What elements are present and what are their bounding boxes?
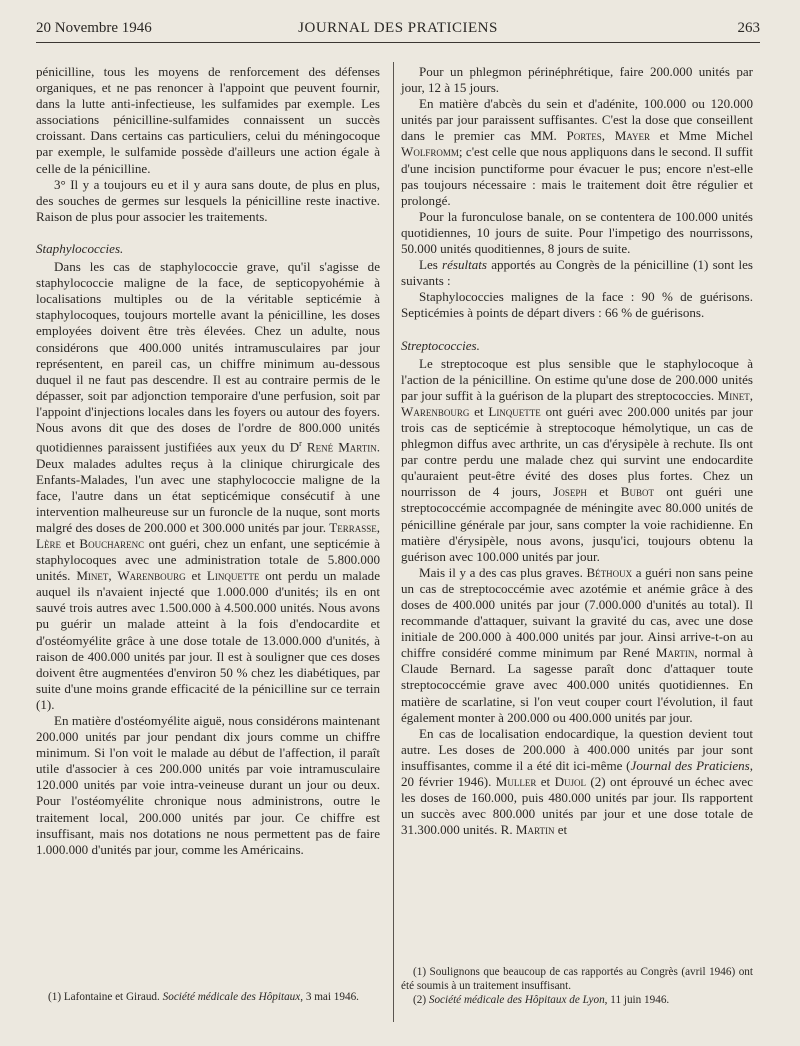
right-paragraph-3: Pour la furonculose banale, on se contentera de 100.000 unités quotidiennes, 10 jours de suite. Pour l'impetigo des nourrissons, 50.000 unités quoditiennes, 8 jours de suite. [401,208,753,257]
footnote-1-right: (1) Soulignons que beaucoup de cas rapportés au Congrès (avril 1946) ont été soumis à un traitement insuffisant. [401,966,753,992]
right-paragraph-5: Staphylococcies malignes de la face : 90 % de guérisons. Septicémies à points de départ divers : 66 % de guérisons. [401,289,753,321]
heading-streptococcies: Streptococcies. [401,337,480,353]
author-name: Minet, Warenbourg [76,568,186,584]
left-paragraph-1: pénicilline, tous les moyens de renforcement des défenses organiques, et ne pas renoncer à l'appoint que peuvent fournir, dans la lutte anti-infectieuse, les sulfamides par exemple. Les associations pénicilline-sulfamides connaissent un succès croissant. Dans certains cas particuliers, celui du méningocoque par exemple, le sulfamide possède d'ailleurs une action égale à celle de la pénicilline. [36,64,380,176]
footnote-1-left: (1) Lafontaine et Giraud. Société médicale des Hôpitaux, 3 mai 1946. [48,991,359,1003]
heading-staphylococcies: Staphylococcies. [36,240,124,256]
left-footnotes [36,990,380,1004]
right-column [401,64,753,838]
author-name: Muller [495,774,537,790]
author-name: Linquette [488,403,541,419]
right-paragraph-2: En matière d'abcès du sein et d'adénite, 100.000 ou 120.000 unités par jour paraissent suffisantes. C'est la dose que conseillent dans le premier cas MM. Portes, Mayer et Mme Michel Wolfromm; c'est celle que nous appliquons dans le second. Il suffit d'une incision punctiforme pour évacuer le pus; encore n'est-elle pas toujours nécessaire : mais le traitement doit être régulier et prolongé. [401,96,753,208]
author-name: Minet, Warenbourg [401,387,753,419]
author-name: Dujol [554,774,587,790]
author-name: Bubot [620,484,654,500]
author-name: Martin [515,822,555,838]
author-name: Wolfromm [401,144,459,160]
author-name: Linquette [206,568,260,584]
running-header [36,16,760,43]
footnote-2-right: (2) Société médicale des Hôpitaux de Lyon, 11 juin 1946. [413,994,670,1006]
author-name: René Martin [306,439,377,455]
author-name: Joseph [553,484,587,500]
column-divider [393,62,394,1022]
left-paragraph-3: Dans les cas de staphylococcie grave, qu'il s'agisse de staphylococcie maligne de la face, de septicopyohémie à localisations multiples ou de la véritable septicémie à staphylocoques, toujours mortelle avant la pénicilline, les doses employées doivent être très élevées. Chez un adulte, nous considérons que 400.000 unités intramusculaires par jour représentent, en pareil cas, un chiffre minimum au-dessous duquel il ne faut pas descendre. Il est au contraire permis de le dépasser, soit par adjonction temporaire d'une perfusion, soit par l'appoint d'injections locales dans les foyers ou autour des foyers. Nous avons dit que des doses de l'ordre de 800.000 unités quotidiennes paraissent justifiées aux yeux du $D^r$ René Martin. Deux malades adultes reçus à la clinique chirurgicale des Enfants-Malades, l'un avec une staphylococcie maligne de la face, l'autre dans un état septicémique consécutif à une intervention malheureuse sur un furoncle de la nuque, sont morts malgré des doses de 200.000 et 300.000 unités par jour. Terrasse, Lère et Boucharenc ont guéri, chez un enfant, une septicémie à staphylocoques avec une administration totale de 5.800.000 unités. Minet, Warenbourg et Linquette ont perdu un malade auquel ils n'avaient injecté que 1.000.000 d'unités; ils en ont sauvé trois autres avec 1.500.000 à 4.500.000 unités. Nous avons pu guérir un malade atteint à la fois d'endocardite et d'ostéomyélite grâce à une dose totale de 13.000.000 d'unités, à raison de 400.000 unités par jour. Il est à souligner que ces doses doivent être augmentées d'environ 50 % chez les diabétiques, par suite d'une moins grande efficacité de la pénicilline sur ce terrain (1). [36,259,381,712]
author-name: Martin [655,645,695,661]
author-name: Béthoux [586,564,633,580]
right-paragraph-1: Pour un phlegmon périnéphrétique, faire 200.000 unités par jour, 12 à 15 jours. [401,64,753,96]
left-column [36,64,380,858]
right-paragraph-6: Le streptocoque est plus sensible que le staphylocoque à l'action de la pénicilline. On estime qu'une dose de 200.000 unités par jour suffit à la guérison de la plupart des streptococcies. Minet, Warenbourg et Linquette ont guéri avec 200.000 unités par jour trois cas de septicémie à streptocoque hémolytique, un cas de phlegmon diffus avec arthrite, un cas d'érysipèle à rechute. Ils ont par contre perdu une malade chez qui survint une endocardite qu'auraient peut-être évité des doses plus fortes. Chez un nourrisson de 4 jours, Joseph et Bubot ont guéri une streptococcémie accompagnée de méningite avec 80.000 unités de pénicilline générale par jour, sans compter la voie rachidienne. En matière d'érysipèle, nous avons, jusqu'ici, toujours obtenu la guérison avec 100.000 unités par jour. [401,355,753,564]
right-footnotes [401,965,753,1007]
author-name: Portes, Mayer [566,128,650,144]
left-paragraph-4: En matière d'ostéomyélite aiguë, nous considérons maintenant 200.000 unités par jour pendant dix jours comme un chiffre minimum. Si l'on voit le malade au début de l'affection, il paraît utile d'associer à ces 200.000 unités par voie intramusculaire 120.000 unités par voie intra-veineuse durant un jour ou deux. Pour l'ostéomyélite chronique nous administrons, outre le traitement local, 200.000 unités par jour. Ce chiffre est insuffisant, mais nos dotations ne nous permettent pas de faire 1.000.000 d'unités par jour, comme les Américains. [36,713,380,857]
header-journal-title: JOURNAL DES PRATICIENS [298,20,498,36]
right-paragraph-4: Les résultats apportés au Congrès de la pénicilline (1) sont les suivants : [401,257,754,289]
header-page-number: 263 [737,20,760,36]
right-paragraph-7: Mais il y a des cas plus graves. Béthoux a guéri non sans peine un cas de streptococcémie avec azotémie et anémie grâce à des doses de 400.000 unités par jour (7.000.000 d'unités au total). Il recommande d'attaquer, suivant la gravité du cas, avec une dose initiale de 200.000 à 400.000 unités par jour. Ainsi arrive-t-on au chiffre considéré comme minimum par René Martin, normal à Claude Bernard. La sagesse paraît donc d'attaquer toute streptococcémie grave avec 400.000 unités quotidiennes. En matière de scarlatine, si l'on veut couper court l'évolution, il faut également monter à 200.000 ou 400.000 unités par jour. [401,564,753,725]
header-date: 20 Novembre 1946 [36,20,152,36]
author-name: Boucharenc [79,535,145,551]
author-name: Terrasse, Lère [36,519,380,551]
right-paragraph-8: En cas de localisation endocardique, la question devient tout autre. Les doses de 200.000 à 400.000 unités par jour sont insuffisantes, comme il a été dit ici-même (Journal des Praticiens, 20 février 1946). Muller et Dujol (2) ont éprouvé un échec avec les doses de 160.000, puis 480.000 unités par jour. Ils rapportent un succès avec 800.000 unités par jour et une dose totale de 31.300.000 unités. R. Martin et [401,725,753,838]
left-paragraph-2: 3° Il y a toujours eu et il y aura sans doute, de plus en plus, des souches de germes sur lesquels la pénicilline reste inactive. Raison de plus pour associer les traitements. [36,176,380,224]
